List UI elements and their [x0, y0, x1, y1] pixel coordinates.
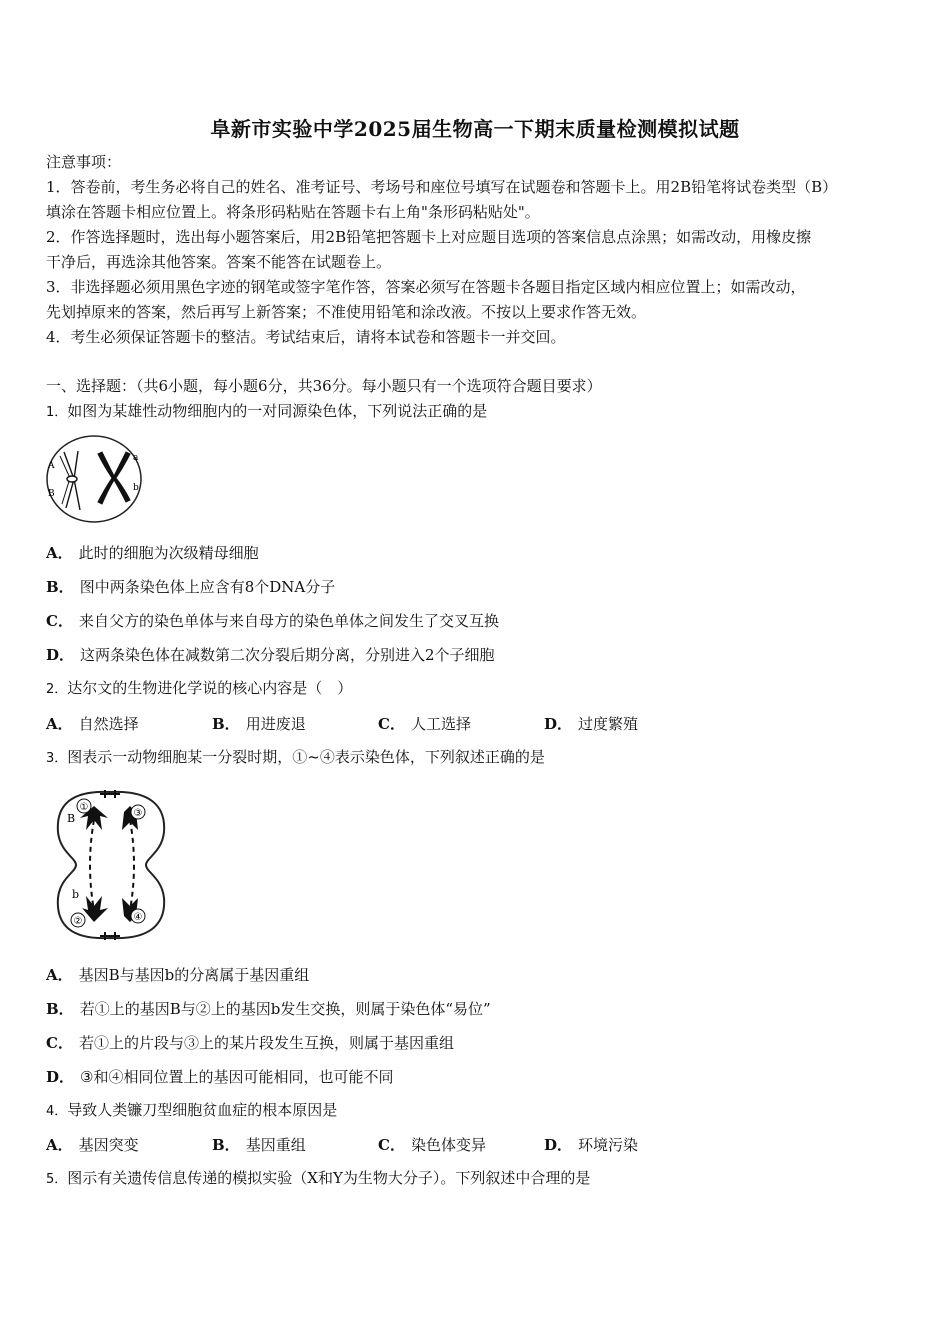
spindle-fibers [90, 820, 134, 910]
gene-label-b: b [133, 483, 139, 493]
option-key: A． [46, 966, 73, 984]
question-text: 导致人类镰刀型细胞贫血症的根本原因是 [67, 1101, 338, 1119]
option-text: 用进废退 [245, 715, 306, 733]
label-chromosome-2: ② [73, 916, 83, 927]
notice-line-6: 先划掉原来的答案，然后再写上新答案；不准使用铅笔和涂改液。不按以上要求作答无效。 [46, 303, 647, 321]
notice-line-3: 2．作答选择题时，选出每小题答案后，用2B铅笔把答题卡上对应题目选项的答案信息点涂黑；如需改动，用橡皮擦 [46, 228, 812, 246]
option-key: D． [46, 646, 75, 664]
notice-line-2: 填涂在答题卡相应位置上。将条形码粘贴在答题卡右上角"条形码粘贴处"。 [46, 203, 540, 221]
question-number: 4． [46, 1104, 68, 1119]
q2-options-row [46, 713, 710, 734]
question-5 [46, 1168, 590, 1190]
q2-option-c[interactable] [378, 713, 544, 734]
q4-option-c[interactable] [378, 1134, 544, 1155]
option-text: 自然选择 [78, 715, 139, 733]
q3-option-d[interactable] [46, 1066, 393, 1087]
gene-label-B: B [48, 489, 55, 499]
page-title: 阜新市实验中学2025届生物高一下期末质量检测模拟试题 [210, 117, 740, 141]
gene-label-B: B [67, 812, 76, 825]
q1-option-a[interactable] [46, 542, 259, 563]
question-text: 达尔文的生物进化学说的核心内容是（ ） [67, 679, 353, 697]
q1-option-c[interactable] [46, 610, 499, 631]
option-text: ③和④相同位置上的基因可能相同，也可能不同 [80, 1068, 394, 1086]
option-key: B． [212, 715, 240, 733]
option-key: C． [46, 1034, 73, 1052]
gene-label-A: A [48, 461, 55, 471]
q4-option-a[interactable] [46, 1134, 212, 1155]
question-number: 5． [46, 1172, 68, 1187]
q2-option-b[interactable] [212, 713, 378, 734]
question-text: 如图为某雄性动物细胞内的一对同源染色体，下列说法正确的是 [67, 402, 488, 420]
chromosome-2 [82, 896, 108, 922]
notice-heading: 注意事项： [46, 153, 122, 171]
cell-division-figure [50, 786, 172, 944]
chromosome-right [98, 452, 130, 504]
question-text: 图表示一动物细胞某一分裂时期，①~④表示染色体，下列叙述正确的是 [67, 748, 545, 766]
q4-option-d[interactable] [544, 1134, 710, 1155]
notice-line-4: 干净后，再选涂其他答案。答案不能答在试题卷上。 [46, 253, 392, 271]
label-chromosome-3: ③ [133, 808, 143, 819]
q2-option-d[interactable] [544, 713, 710, 734]
option-key: A． [46, 544, 73, 562]
option-key: C． [378, 715, 405, 733]
notice-line-1: 1．答卷前，考生务必将自己的姓名、准考证号、考场号和座位号填写在试题卷和答题卡上。用2B铅笔将试卷类型（B） [46, 178, 838, 196]
option-text: 基因B与基因b的分离属于基因重组 [78, 966, 310, 984]
option-text: 基因突变 [78, 1136, 139, 1154]
chromosome-left [60, 451, 80, 510]
gene-label-b: b [72, 888, 80, 901]
option-text: 来自父方的染色单体与来自母方的染色单体之间发生了交叉互换 [78, 612, 499, 630]
option-text: 染色体变异 [410, 1136, 486, 1154]
option-text: 若①上的片段与③上的某片段发生互换，则属于基因重组 [78, 1034, 454, 1052]
question-3 [46, 747, 545, 769]
option-key: A． [46, 1136, 73, 1154]
option-text: 基因重组 [245, 1136, 306, 1154]
notice-line-5: 3．非选择题必须用黑色字迹的钢笔或签字笔作答，答案必须写在答题卡各题目指定区域内相应位置上；如需改动， [46, 278, 806, 296]
q3-option-c[interactable] [46, 1032, 454, 1053]
question-number: 1． [46, 405, 68, 420]
homologous-chromosomes-figure [44, 432, 144, 526]
label-chromosome-4: ④ [133, 912, 143, 923]
q1-option-b[interactable] [46, 576, 335, 597]
option-key: C． [378, 1136, 405, 1154]
option-key: D． [544, 715, 573, 733]
question-number: 2． [46, 682, 68, 697]
option-text: 图中两条染色体上应含有8个DNA分子 [79, 578, 336, 596]
option-key: B． [46, 578, 74, 596]
question-2 [46, 678, 352, 700]
question-text: 图示有关遗传信息传递的模拟实验（X和Y为生物大分子）。下列叙述中合理的是 [67, 1169, 591, 1187]
option-text: 环境污染 [578, 1136, 639, 1154]
question-4 [46, 1100, 337, 1122]
q4-options-row [46, 1134, 710, 1155]
option-text: 人工选择 [410, 715, 471, 733]
cell-membrane-outline [47, 436, 141, 522]
option-text: 此时的细胞为次级精母细胞 [78, 544, 259, 562]
option-key: B． [46, 1000, 74, 1018]
question-1 [46, 401, 487, 423]
option-text: 若①上的基因B与②上的基因b发生交换，则属于染色体“易位” [79, 1000, 491, 1018]
q4-option-b[interactable] [212, 1134, 378, 1155]
q2-option-a[interactable] [46, 713, 212, 734]
q1-option-d[interactable] [46, 644, 495, 665]
gene-label-a: a [133, 453, 139, 463]
option-key: D． [46, 1068, 75, 1086]
question-number: 3． [46, 751, 68, 766]
option-text: 过度繁殖 [578, 715, 639, 733]
option-key: B． [212, 1136, 240, 1154]
q3-option-b[interactable] [46, 998, 491, 1019]
option-text: 这两条染色体在减数第二次分裂后期分离，分别进入2个子细胞 [80, 646, 495, 664]
notice-line-7: 4．考生必须保证答题卡的整洁。考试结束后，请将本试卷和答题卡一并交回。 [46, 328, 566, 346]
q3-option-a[interactable] [46, 964, 309, 985]
option-key: A． [46, 715, 73, 733]
option-key: D． [544, 1136, 573, 1154]
section-heading: 一、选择题：（共6小题，每小题6分，共36分。每小题只有一个选项符合题目要求） [46, 377, 602, 395]
label-chromosome-1: ① [79, 802, 89, 813]
option-key: C． [46, 612, 73, 630]
